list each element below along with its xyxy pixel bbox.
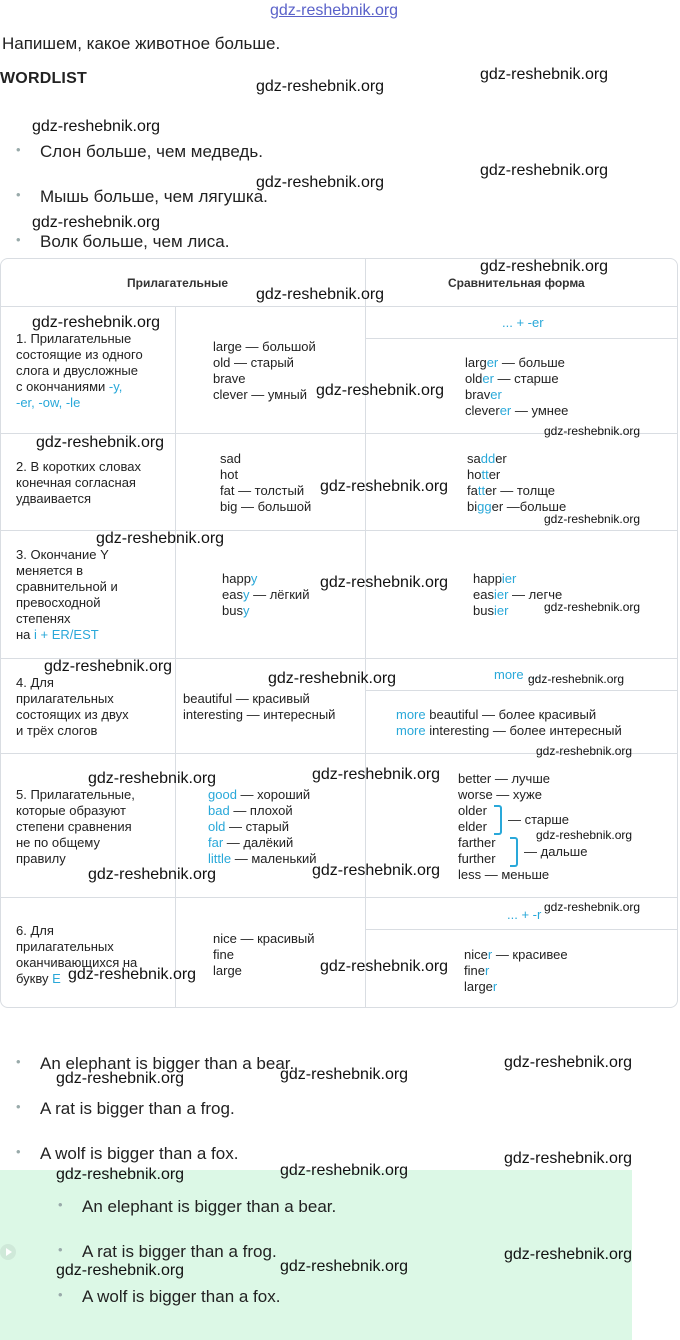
rule-3: 3. Окончание Y меняется в сравнительной и превосходной степенях на i + ER/EST [16,547,118,642]
answer-sentence-3: • A wolf is bigger than a fox. [58,1287,280,1307]
watermark: gdz-reshebnik.org [544,900,641,914]
words-2: sad hot fat — толстый big — большой [220,451,312,514]
en-sentence-2: • A rat is bigger than a frog. [16,1099,235,1119]
header-comparative: Сравнительная форма [448,276,585,290]
rule-1: 1. Прилагательные состоящие из одного слога и двусложные с окончаниями -y, -er, -ow, -le [16,331,143,410]
watermark: gdz-reshebnik.org [480,66,609,83]
words-4: beautiful — красивый interesting — интересный [183,691,336,722]
rule-2: 2. В коротких словах конечная согласная удваивается [16,459,141,506]
ru-sentence-1: • Слон больше, чем медведь. [16,142,263,162]
intro-text: Напишем, какое животное больше. [2,34,281,53]
watermark: gdz-reshebnik.org [32,118,161,135]
watermark: gdz-reshebnik.org [320,478,449,495]
play-icon[interactable] [0,1244,16,1260]
watermark: gdz-reshebnik.org [256,78,385,95]
watermark: gdz-reshebnik.org [504,1054,633,1071]
watermark: gdz-reshebnik.org [36,434,165,451]
comparatives-3: happier easier — легче busier [473,571,563,618]
watermark: gdz-reshebnik.org [44,658,173,675]
ru-sentence-2: • Мышь больше, чем лягушка. [16,187,268,207]
formula-er: ... + -er [502,315,544,330]
watermark: gdz-reshebnik.org [280,1066,409,1083]
watermark: gdz-reshebnik.org [256,286,385,303]
comparatives-2: sadder hotter fatter — толще bigger —больше [467,451,567,514]
watermark: gdz-reshebnik.org [256,174,385,191]
bracket-farther-further [510,837,518,867]
watermark: gdz-reshebnik.org [544,512,641,526]
table-row-line [365,929,678,930]
comparatives-4: more beautiful — более красивый more interesting — более интересный [396,707,622,738]
watermark: gdz-reshebnik.org [536,744,633,758]
wordlist-heading: WORDLIST [0,70,87,87]
en-sentence-1: • An elephant is bigger than a bear. [16,1054,294,1074]
watermark: gdz-reshebnik.org [88,770,217,787]
watermark: gdz-reshebnik.org [88,866,217,883]
watermark: gdz-reshebnik.org [312,862,441,879]
watermark: gdz-reshebnik.org [528,672,625,686]
table-divider-left [175,306,176,1008]
comparatives-6: nicer — красивее finer larger [464,947,568,994]
ru-sentence-3: • Волк больше, чем лиса. [16,232,229,252]
words-3: happy easy — лёгкий busy [222,571,310,618]
watermark: gdz-reshebnik.org [32,214,161,231]
watermark: gdz-reshebnik.org [280,1162,409,1179]
rule-5: 5. Прилагательные, которые образуют степени сравнения не по общему правилу [16,787,135,866]
words-6: nice — красивый fine large [213,931,315,978]
formula-r: ... + -r [507,907,542,922]
watermark: gdz-reshebnik.org [544,424,641,438]
watermark: gdz-reshebnik.org [56,1262,185,1279]
watermark: gdz-reshebnik.org [32,314,161,331]
bracket-label-older: — старше [508,812,570,827]
rule-6: 6. Для прилагательных оканчивающихся на букву E [16,923,138,986]
answer-sentence-1: • An elephant is bigger than a bear. [58,1197,336,1217]
watermark: gdz-reshebnik.org [56,1166,185,1183]
words-1: large — большой old — старый brave clever — умный [213,339,316,402]
watermark: gdz-reshebnik.org [280,1258,409,1275]
bracket-older-elder [494,805,502,835]
top-watermark-link[interactable]: gdz-reshebnik.org [270,2,399,19]
table-row-line [365,690,678,691]
watermark: gdz-reshebnik.org [544,600,641,614]
watermark: gdz-reshebnik.org [320,574,449,591]
watermark: gdz-reshebnik.org [316,382,445,399]
table-row-line [0,306,678,307]
watermark: gdz-reshebnik.org [504,1150,633,1167]
watermark: gdz-reshebnik.org [536,828,633,842]
comparatives-1: larger — больше older — старше braver cleverer — умнее [465,355,569,418]
watermark: gdz-reshebnik.org [96,530,225,547]
words-5: good — хороший bad — плохой old — старый far — далёкий little — маленький [208,787,317,866]
table-divider-middle [365,258,366,1008]
formula-more: more ... [494,667,539,682]
watermark: gdz-reshebnik.org [504,1246,633,1263]
watermark: gdz-reshebnik.org [56,1070,185,1087]
en-sentence-3: • A wolf is bigger than a fox. [16,1144,238,1164]
header-adjectives: Прилагательные [127,276,229,290]
watermark: gdz-reshebnik.org [68,966,197,983]
table-row-line [365,338,678,339]
answer-sentence-2: • A rat is bigger than a frog. [58,1242,277,1262]
rule-4: 4. Для прилагательных состоящих из двух и трёх слогов [16,675,129,738]
watermark: gdz-reshebnik.org [480,162,609,179]
watermark: gdz-reshebnik.org [312,766,441,783]
watermark: gdz-reshebnik.org [268,670,397,687]
table-row-line [0,897,678,898]
watermark: gdz-reshebnik.org [480,258,609,275]
comparatives-5: better — лучше worse — хуже older elder farther further less — меньше [458,771,550,882]
watermark: gdz-reshebnik.org [320,958,449,975]
bracket-label-farther: — дальше [524,844,588,859]
